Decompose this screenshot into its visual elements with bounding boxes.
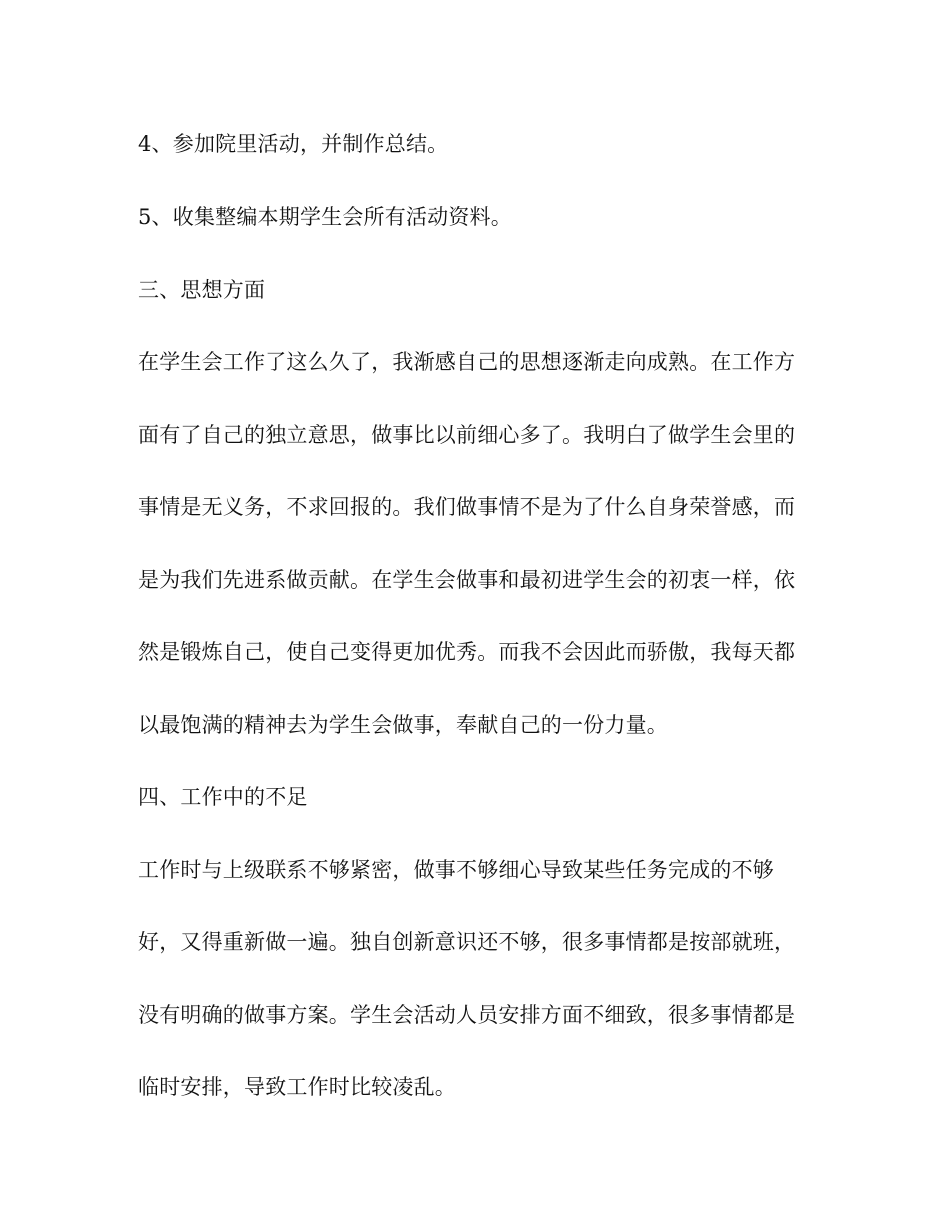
paragraph-line: 然是锻炼自己，使自己变得更加优秀。而我不会因此而骄傲，我每天都 [138, 640, 796, 664]
list-item-4: 4、参加院里活动，并制作总结。 [138, 132, 449, 156]
paragraph-line: 面有了自己的独立意思，做事比以前细心多了。我明白了做学生会里的 [138, 423, 796, 447]
paragraph-line: 以最饱满的精神去为学生会做事，奉献自己的一份力量。 [138, 713, 668, 737]
paragraph-line: 是为我们先进系做贡献。在学生会做事和最初进学生会的初衷一样，依 [138, 568, 796, 592]
paragraph-line: 没有明确的做事方案。学生会活动人员安排方面不细致，很多事情都是 [138, 1003, 796, 1027]
paragraph-line: 临时安排，导致工作时比较凌乱。 [138, 1075, 456, 1099]
paragraph-line: 事情是无义务，不求回报的。我们做事情不是为了什么自身荣誉感，而 [138, 495, 796, 519]
paragraph-line: 好，又得重新做一遍。独自创新意识还不够，很多事情都是按部就班， [138, 930, 796, 954]
section-heading-thought: 三、思想方面 [138, 278, 266, 302]
paragraph-line: 在学生会工作了这么久了，我渐感自己的思想逐渐走向成熟。在工作方 [138, 350, 796, 374]
list-item-5: 5、收集整编本期学生会所有活动资料。 [138, 205, 512, 229]
paragraph-line: 工作时与上级联系不够紧密，做事不够细心导致某些任务完成的不够 [138, 858, 774, 882]
section-heading-shortcomings: 四、工作中的不足 [138, 785, 308, 809]
